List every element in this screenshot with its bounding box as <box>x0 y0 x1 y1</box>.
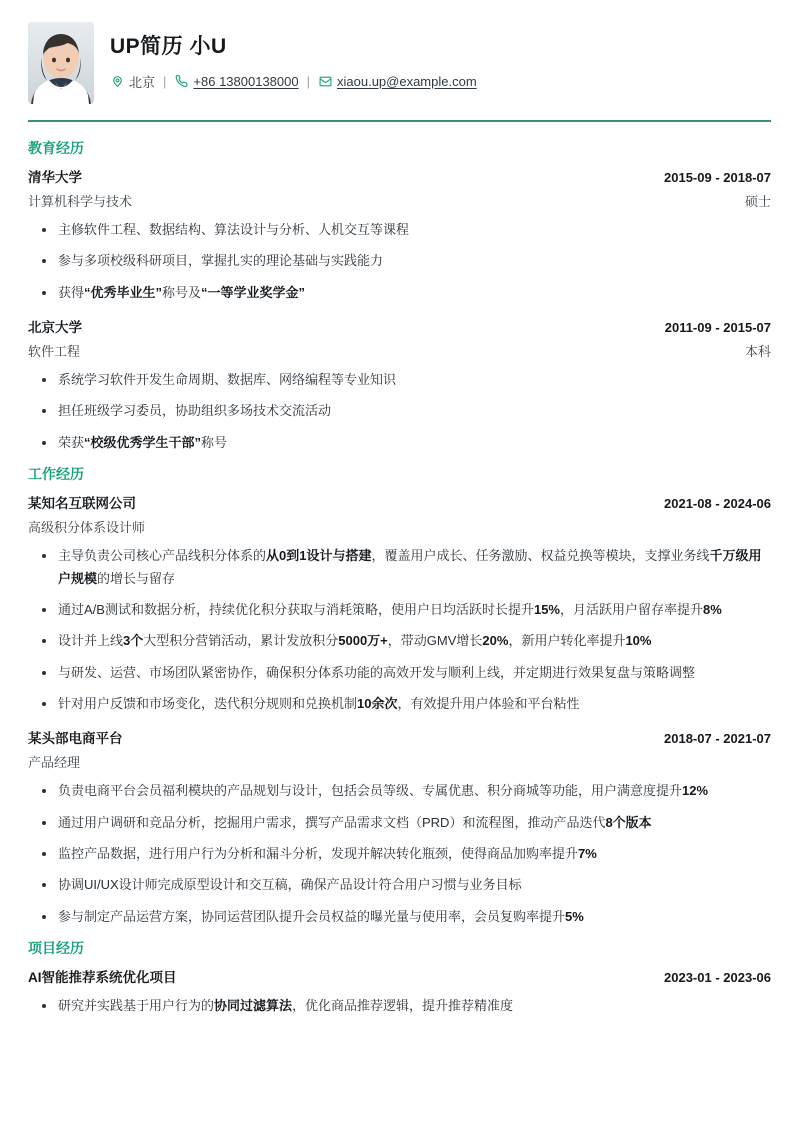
bullet-item: 荣获“校级优秀学生干部”称号 <box>28 432 771 454</box>
bullet-item: 参与多项校级科研项目，掌握扎实的理论基础与实践能力 <box>28 250 771 272</box>
contact-email <box>318 74 477 89</box>
bullet-item: 主导负责公司核心产品线积分体系的从0到1设计与搭建，覆盖用户成长、任务激励、权益兑换等模块，支撑业务线千万级用户规模的增长与留存 <box>28 545 771 590</box>
education-date: 2015-09 - 2018-07 <box>664 170 771 185</box>
bullet-item: 针对用户反馈和市场变化，迭代积分规则和兑换机制10余次，有效提升用户体验和平台粘性 <box>28 693 771 715</box>
contact-phone <box>174 74 298 89</box>
work-company: 某知名互联网公司 <box>28 496 136 512</box>
resume-header <box>28 22 771 120</box>
header-text <box>110 22 771 91</box>
education-bullets <box>28 369 771 454</box>
bullet-item: 通过A/B测试和数据分析，持续优化积分获取与消耗策略，使用户日均活跃时长提升15%，月活跃用户留存率提升8% <box>28 599 771 621</box>
education-degree: 硕士 <box>744 194 771 209</box>
education-degree: 本科 <box>744 344 771 360</box>
header-divider <box>28 120 771 122</box>
bullet-item: 系统学习软件开发生命周期、数据库、网络编程等专业知识 <box>28 369 771 391</box>
bullet-item: 与研发、运营、市场团队紧密协作，确保积分体系功能的高效开发与顺利上线，并定期进行效果复盘与策略调整 <box>28 662 771 684</box>
work-company: 某头部电商平台 <box>28 731 123 747</box>
education-bullets <box>28 219 771 304</box>
contact-location <box>110 72 155 91</box>
project-entry-1 <box>28 966 771 1017</box>
entry-head <box>28 492 771 512</box>
entry-sub <box>28 517 771 536</box>
entry-sub <box>28 191 771 210</box>
phone-icon <box>174 75 188 89</box>
bullet-item: 获得“优秀毕业生”称号及“一等学业奖学金” <box>28 282 771 304</box>
section-projects <box>28 938 771 1017</box>
mail-icon <box>318 75 332 89</box>
section-title-education: 教育经历 <box>28 140 84 156</box>
bullet-item: 监控产品数据，进行用户行为分析和漏斗分析，发现并解决转化瓶颈，使得商品加购率提升7% <box>28 843 771 865</box>
education-date: 2011-09 - 2015-07 <box>664 320 771 336</box>
entry-head <box>28 727 771 747</box>
bullet-item: 担任班级学习委员，协助组织多场技术交流活动 <box>28 400 771 422</box>
work-entry-1 <box>28 492 771 715</box>
bullet-item: 研究并实践基于用户行为的协同过滤算法，优化商品推荐逻辑，提升推荐精准度 <box>28 995 771 1017</box>
bullet-item: 协调UI/UX设计师完成原型设计和交互稿，确保产品设计符合用户习惯与业务目标 <box>28 874 771 896</box>
contact-separator-1: | <box>163 74 167 89</box>
bullet-item: 主修软件工程、数据结构、算法设计与分析、人机交互等课程 <box>28 219 771 241</box>
entry-head <box>28 316 771 336</box>
project-bullets <box>28 995 771 1017</box>
work-title: 高级积分体系设计师 <box>28 520 146 536</box>
email-link[interactable]: xiaou.up@example.com <box>337 74 477 89</box>
entry-head <box>28 966 771 986</box>
work-title: 产品经理 <box>28 755 81 771</box>
education-entry-2 <box>28 316 771 454</box>
entry-sub <box>28 752 771 771</box>
education-school: 北京大学 <box>28 320 82 336</box>
project-name: AI智能推荐系统优化项目 <box>28 970 177 986</box>
section-education <box>28 138 771 454</box>
work-date: 2018-07 - 2021-07 <box>664 731 771 747</box>
phone-link[interactable]: +86 13800138000 <box>193 74 299 89</box>
work-date: 2021-08 - 2024-06 <box>664 496 771 512</box>
work-entry-2 <box>28 727 771 928</box>
contact-separator-2: | <box>306 74 310 89</box>
page-title: UP简历 小U <box>110 35 227 58</box>
avatar <box>28 22 94 104</box>
location-pin-icon <box>110 75 124 89</box>
bullet-item: 设计并上线3个大型积分营销活动，累计发放积分5000万+，带动GMV增长20%，新用户转化率提升10% <box>28 630 771 652</box>
location-text: 北京 <box>129 75 156 90</box>
contact-row <box>110 72 771 91</box>
bullet-item: 参与制定产品运营方案，协同运营团队提升会员权益的曝光量与使用率，会员复购率提升5% <box>28 906 771 928</box>
work-bullets <box>28 545 771 715</box>
education-major: 软件工程 <box>28 344 81 360</box>
bullet-item: 负责电商平台会员福利模块的产品规划与设计，包括会员等级、专属优惠、积分商城等功能，用户满意度提升12% <box>28 780 771 802</box>
project-date: 2023-01 - 2023-06 <box>664 970 771 986</box>
section-work <box>28 464 771 928</box>
entry-sub <box>28 341 771 360</box>
education-school: 清华大学 <box>28 170 82 185</box>
work-bullets <box>28 780 771 928</box>
entry-head <box>28 166 771 186</box>
education-major: 计算机科学与技术 <box>28 194 133 209</box>
section-title-work: 工作经历 <box>28 466 84 483</box>
education-entry-1 <box>28 166 771 304</box>
section-title-projects: 项目经历 <box>28 940 84 957</box>
bullet-item: 通过用户调研和竞品分析，挖掘用户需求，撰写产品需求文档（PRD）和流程图，推动产品迭代8个版本 <box>28 812 771 834</box>
